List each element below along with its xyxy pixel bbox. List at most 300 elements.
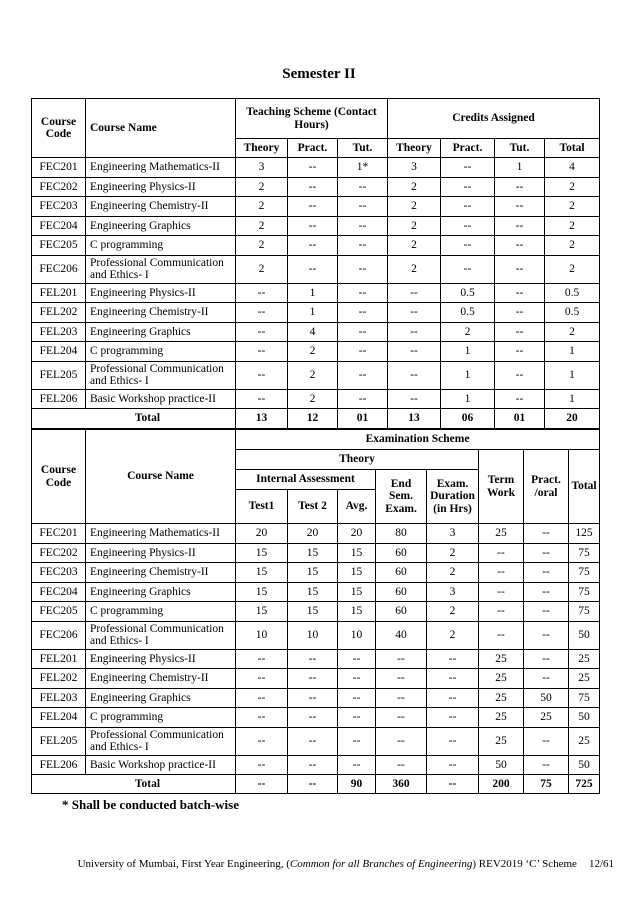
value-cell: -- xyxy=(338,649,376,669)
value-cell: -- xyxy=(427,649,479,669)
value-cell: 25 xyxy=(479,688,524,708)
total-value-cell: 20 xyxy=(545,409,600,429)
value-cell: 25 xyxy=(479,708,524,728)
value-cell: 15 xyxy=(236,543,288,563)
course-name-cell: C programming xyxy=(86,602,236,622)
value-cell: -- xyxy=(427,708,479,728)
value-cell: -- xyxy=(338,322,388,342)
value-cell: -- xyxy=(388,322,441,342)
course-name-cell: Professional Communication and Ethics- I xyxy=(86,727,236,755)
value-cell: 15 xyxy=(288,602,338,622)
value-cell: -- xyxy=(236,649,288,669)
value-cell: 2 xyxy=(236,236,288,256)
value-cell: -- xyxy=(427,669,479,689)
value-cell: -- xyxy=(236,727,288,755)
value-cell: 20 xyxy=(288,524,338,544)
page-title: Semester II xyxy=(282,66,356,82)
total-value-cell: 13 xyxy=(236,409,288,429)
value-cell: 2 xyxy=(388,255,441,283)
value-cell: 2 xyxy=(441,322,495,342)
value-cell: 50 xyxy=(524,688,569,708)
course-code-cell: FEL205 xyxy=(32,361,86,389)
value-cell: 125 xyxy=(569,524,600,544)
value-cell: 2 xyxy=(388,197,441,217)
value-cell: -- xyxy=(376,688,427,708)
course-name-cell: Engineering Physics-II xyxy=(86,177,236,197)
examination-scheme-table xyxy=(31,429,600,794)
batch-note: * Shall be conducted batch-wise xyxy=(62,797,239,812)
course-code-cell: FEC206 xyxy=(32,621,86,649)
course-code-cell: FEC204 xyxy=(32,582,86,602)
value-cell: -- xyxy=(479,602,524,622)
value-cell: -- xyxy=(388,361,441,389)
value-cell: -- xyxy=(524,755,569,775)
total-header: Total xyxy=(569,450,600,524)
value-cell: 15 xyxy=(288,543,338,563)
value-cell: -- xyxy=(441,216,495,236)
value-cell: -- xyxy=(388,283,441,303)
value-cell: 2 xyxy=(545,177,600,197)
value-cell: 1 xyxy=(441,342,495,362)
total-value-cell: 725 xyxy=(569,775,600,794)
value-cell: -- xyxy=(524,543,569,563)
value-cell: 2 xyxy=(545,255,600,283)
value-cell: -- xyxy=(338,216,388,236)
value-cell: 60 xyxy=(376,543,427,563)
course-code-cell: FEC205 xyxy=(32,602,86,622)
value-cell: 2 xyxy=(427,543,479,563)
value-cell: 10 xyxy=(236,621,288,649)
value-cell: 15 xyxy=(338,582,376,602)
value-cell: -- xyxy=(441,255,495,283)
value-cell: 15 xyxy=(236,602,288,622)
internal-assessment-header: Internal Assessment xyxy=(236,470,376,490)
term-work-header: Term Work xyxy=(479,450,524,524)
value-cell: -- xyxy=(524,602,569,622)
page-footer xyxy=(0,858,614,870)
course-code-cell: FEL203 xyxy=(32,688,86,708)
value-cell: -- xyxy=(479,543,524,563)
value-cell: 15 xyxy=(236,563,288,583)
course-code-cell: FEC202 xyxy=(32,177,86,197)
course-name-cell: C programming xyxy=(86,236,236,256)
pract-oral-header: Pract. /oral xyxy=(524,450,569,524)
total-value-cell: -- xyxy=(288,775,338,794)
test2-header: Test 2 xyxy=(288,490,338,524)
table-row xyxy=(32,342,600,362)
value-cell: 60 xyxy=(376,602,427,622)
table-row xyxy=(32,158,600,178)
value-cell: -- xyxy=(388,342,441,362)
value-cell: 25 xyxy=(479,727,524,755)
value-cell: 1* xyxy=(338,158,388,178)
value-cell: 1 xyxy=(545,342,600,362)
course-code-header: Course Code xyxy=(32,99,86,158)
value-cell: -- xyxy=(338,389,388,409)
value-cell: -- xyxy=(236,283,288,303)
total-value-cell: 01 xyxy=(338,409,388,429)
value-cell: -- xyxy=(288,688,338,708)
value-cell: 25 xyxy=(569,669,600,689)
course-name-cell: Basic Workshop practice-II xyxy=(86,755,236,775)
value-cell: 2 xyxy=(427,621,479,649)
course-name-cell: C programming xyxy=(86,708,236,728)
teaching-scheme-table xyxy=(31,98,600,429)
value-cell: 2 xyxy=(236,216,288,236)
course-name-cell: Engineering Chemistry-II xyxy=(86,303,236,323)
examination-scheme-header: Examination Scheme xyxy=(236,430,600,450)
value-cell: 20 xyxy=(338,524,376,544)
page-number: 12/61 xyxy=(588,858,614,870)
value-cell: 1 xyxy=(545,361,600,389)
value-cell: -- xyxy=(524,524,569,544)
table-row xyxy=(32,283,600,303)
table-row xyxy=(32,322,600,342)
value-cell: -- xyxy=(338,669,376,689)
value-cell: -- xyxy=(288,649,338,669)
table-row xyxy=(32,255,600,283)
value-cell: 3 xyxy=(388,158,441,178)
value-cell: 75 xyxy=(569,543,600,563)
exam-duration-header: Exam. Duration (in Hrs) xyxy=(427,470,479,524)
table-row xyxy=(32,755,600,775)
value-cell: 75 xyxy=(569,563,600,583)
value-cell: -- xyxy=(338,303,388,323)
value-cell: -- xyxy=(236,389,288,409)
course-code-cell: FEL202 xyxy=(32,303,86,323)
value-cell: 25 xyxy=(524,708,569,728)
value-cell: -- xyxy=(495,236,545,256)
value-cell: 4 xyxy=(545,158,600,178)
value-cell: 10 xyxy=(338,621,376,649)
value-cell: -- xyxy=(524,563,569,583)
table-row xyxy=(32,524,600,544)
total-label: Total xyxy=(32,409,236,429)
value-cell: -- xyxy=(524,727,569,755)
value-cell: 1 xyxy=(288,303,338,323)
course-name-cell: C programming xyxy=(86,342,236,362)
course-code-cell: FEL205 xyxy=(32,727,86,755)
value-cell: 2 xyxy=(288,361,338,389)
course-code-cell: FEL204 xyxy=(32,342,86,362)
footer-text-prefix: University of Mumbai, First Year Engineering, ( xyxy=(77,858,290,870)
value-cell: 25 xyxy=(479,649,524,669)
table-row xyxy=(32,708,600,728)
value-cell: -- xyxy=(441,177,495,197)
value-cell: 0.5 xyxy=(545,283,600,303)
table-row xyxy=(32,582,600,602)
value-cell: -- xyxy=(288,158,338,178)
value-cell: -- xyxy=(288,236,338,256)
table-row xyxy=(32,197,600,217)
value-cell: -- xyxy=(338,727,376,755)
value-cell: 60 xyxy=(376,582,427,602)
total-value-cell: 13 xyxy=(388,409,441,429)
value-cell: -- xyxy=(288,255,338,283)
table-row xyxy=(32,216,600,236)
value-cell: -- xyxy=(388,389,441,409)
course-name-cell: Professional Communication and Ethics- I xyxy=(86,361,236,389)
value-cell: -- xyxy=(441,158,495,178)
value-cell: 75 xyxy=(569,602,600,622)
value-cell: -- xyxy=(495,197,545,217)
course-name-cell: Engineering Chemistry-II xyxy=(86,563,236,583)
value-cell: 15 xyxy=(338,543,376,563)
value-cell: -- xyxy=(524,582,569,602)
value-cell: -- xyxy=(236,361,288,389)
value-cell: -- xyxy=(376,755,427,775)
value-cell: -- xyxy=(427,727,479,755)
value-cell: -- xyxy=(236,755,288,775)
value-cell: 3 xyxy=(427,524,479,544)
teaching-scheme-header: Teaching Scheme (Contact Hours) xyxy=(236,99,388,139)
credits-assigned-header: Credits Assigned xyxy=(388,99,600,139)
course-name-cell: Engineering Mathematics-II xyxy=(86,524,236,544)
value-cell: -- xyxy=(495,255,545,283)
value-cell: -- xyxy=(495,283,545,303)
value-cell: -- xyxy=(376,708,427,728)
total-value-cell: -- xyxy=(236,775,288,794)
course-name-cell: Engineering Physics-II xyxy=(86,283,236,303)
footer-text-italic: Common for all Branches of Engineering xyxy=(289,858,473,870)
value-cell: -- xyxy=(236,322,288,342)
avg-header: Avg. xyxy=(338,490,376,524)
course-code-header: Course Code xyxy=(32,430,86,524)
total-value-cell: 360 xyxy=(376,775,427,794)
value-cell: 25 xyxy=(569,727,600,755)
value-cell: 25 xyxy=(479,669,524,689)
value-cell: -- xyxy=(524,621,569,649)
value-cell: -- xyxy=(338,361,388,389)
value-cell: -- xyxy=(338,755,376,775)
course-code-cell: FEC204 xyxy=(32,216,86,236)
value-cell: 50 xyxy=(479,755,524,775)
value-cell: 2 xyxy=(388,236,441,256)
course-code-cell: FEC202 xyxy=(32,543,86,563)
table-row xyxy=(32,236,600,256)
value-cell: -- xyxy=(236,669,288,689)
column-header-theory: Theory xyxy=(388,139,441,158)
value-cell: -- xyxy=(376,649,427,669)
value-cell: -- xyxy=(495,303,545,323)
value-cell: -- xyxy=(236,688,288,708)
column-header-total: Total xyxy=(545,139,600,158)
value-cell: -- xyxy=(441,236,495,256)
column-header-pract: Pract. xyxy=(441,139,495,158)
value-cell: -- xyxy=(236,342,288,362)
value-cell: -- xyxy=(479,563,524,583)
value-cell: -- xyxy=(495,322,545,342)
course-code-cell: FEC201 xyxy=(32,158,86,178)
value-cell: -- xyxy=(236,708,288,728)
value-cell: -- xyxy=(288,708,338,728)
value-cell: -- xyxy=(479,582,524,602)
value-cell: -- xyxy=(288,216,338,236)
value-cell: -- xyxy=(288,669,338,689)
value-cell: 15 xyxy=(236,582,288,602)
value-cell: -- xyxy=(338,255,388,283)
column-header-tut: Tut. xyxy=(338,139,388,158)
value-cell: 2 xyxy=(427,563,479,583)
course-name-cell: Engineering Chemistry-II xyxy=(86,197,236,217)
value-cell: 2 xyxy=(236,177,288,197)
course-code-cell: FEC205 xyxy=(32,236,86,256)
value-cell: 15 xyxy=(288,563,338,583)
total-label: Total xyxy=(32,775,236,794)
course-code-cell: FEL201 xyxy=(32,649,86,669)
course-code-cell: FEL201 xyxy=(32,283,86,303)
total-value-cell: 200 xyxy=(479,775,524,794)
value-cell: -- xyxy=(495,177,545,197)
course-name-cell: Engineering Physics-II xyxy=(86,649,236,669)
value-cell: 50 xyxy=(569,755,600,775)
value-cell: -- xyxy=(338,177,388,197)
value-cell: -- xyxy=(338,197,388,217)
footer-text-suffix: ) REV2019 ‘C’ Scheme xyxy=(472,858,577,870)
value-cell: -- xyxy=(288,177,338,197)
value-cell: 10 xyxy=(288,621,338,649)
course-code-cell: FEL204 xyxy=(32,708,86,728)
total-value-cell: 12 xyxy=(288,409,338,429)
column-header-theory: Theory xyxy=(236,139,288,158)
value-cell: -- xyxy=(495,342,545,362)
course-code-cell: FEL202 xyxy=(32,669,86,689)
course-code-cell: FEL203 xyxy=(32,322,86,342)
total-value-cell: 01 xyxy=(495,409,545,429)
total-value-cell: 75 xyxy=(524,775,569,794)
value-cell: -- xyxy=(427,688,479,708)
value-cell: 1 xyxy=(288,283,338,303)
value-cell: 2 xyxy=(545,236,600,256)
course-name-header: Course Name xyxy=(86,99,236,158)
course-name-header: Course Name xyxy=(86,430,236,524)
end-sem-exam-header: End Sem. Exam. xyxy=(376,470,427,524)
course-name-cell: Engineering Graphics xyxy=(86,216,236,236)
total-value-cell: 90 xyxy=(338,775,376,794)
value-cell: 0.5 xyxy=(441,303,495,323)
total-row xyxy=(32,409,600,429)
course-name-cell: Engineering Mathematics-II xyxy=(86,158,236,178)
value-cell: -- xyxy=(338,283,388,303)
value-cell: 1 xyxy=(441,389,495,409)
course-name-cell: Professional Communication and Ethics- I xyxy=(86,621,236,649)
value-cell: 2 xyxy=(288,389,338,409)
value-cell: -- xyxy=(495,361,545,389)
value-cell: 1 xyxy=(545,389,600,409)
value-cell: -- xyxy=(338,708,376,728)
table-row xyxy=(32,543,600,563)
value-cell: -- xyxy=(236,303,288,323)
value-cell: 4 xyxy=(288,322,338,342)
value-cell: 50 xyxy=(569,708,600,728)
value-cell: 2 xyxy=(388,177,441,197)
table-row xyxy=(32,303,600,323)
value-cell: -- xyxy=(495,389,545,409)
value-cell: 75 xyxy=(569,688,600,708)
value-cell: 15 xyxy=(338,602,376,622)
table-row xyxy=(32,361,600,389)
course-name-cell: Engineering Physics-II xyxy=(86,543,236,563)
total-value-cell: -- xyxy=(427,775,479,794)
course-code-cell: FEL206 xyxy=(32,755,86,775)
total-row xyxy=(32,775,600,794)
value-cell: 2 xyxy=(545,322,600,342)
value-cell: 3 xyxy=(427,582,479,602)
value-cell: 60 xyxy=(376,563,427,583)
value-cell: -- xyxy=(376,727,427,755)
course-code-cell: FEC206 xyxy=(32,255,86,283)
course-name-cell: Engineering Graphics xyxy=(86,322,236,342)
value-cell: -- xyxy=(524,669,569,689)
course-name-cell: Engineering Chemistry-II xyxy=(86,669,236,689)
course-name-cell: Engineering Graphics xyxy=(86,582,236,602)
value-cell: 2 xyxy=(545,197,600,217)
course-code-cell: FEC203 xyxy=(32,197,86,217)
course-name-cell: Basic Workshop practice-II xyxy=(86,389,236,409)
value-cell: 50 xyxy=(569,621,600,649)
value-cell: 75 xyxy=(569,582,600,602)
value-cell: 1 xyxy=(441,361,495,389)
value-cell: 15 xyxy=(288,582,338,602)
value-cell: -- xyxy=(338,688,376,708)
value-cell: 0.5 xyxy=(441,283,495,303)
value-cell: 25 xyxy=(479,524,524,544)
value-cell: -- xyxy=(338,342,388,362)
value-cell: -- xyxy=(524,649,569,669)
value-cell: 2 xyxy=(236,197,288,217)
value-cell: -- xyxy=(338,236,388,256)
value-cell: -- xyxy=(495,216,545,236)
total-value-cell: 06 xyxy=(441,409,495,429)
value-cell: -- xyxy=(441,197,495,217)
course-code-cell: FEC203 xyxy=(32,563,86,583)
value-cell: 40 xyxy=(376,621,427,649)
course-code-cell: FEC201 xyxy=(32,524,86,544)
value-cell: 2 xyxy=(545,216,600,236)
table-row xyxy=(32,621,600,649)
table-row xyxy=(32,649,600,669)
value-cell: -- xyxy=(288,197,338,217)
course-name-cell: Engineering Graphics xyxy=(86,688,236,708)
value-cell: 25 xyxy=(569,649,600,669)
theory-header: Theory xyxy=(236,450,479,470)
value-cell: 2 xyxy=(427,602,479,622)
column-header-pract: Pract. xyxy=(288,139,338,158)
value-cell: 80 xyxy=(376,524,427,544)
value-cell: -- xyxy=(288,727,338,755)
value-cell: -- xyxy=(288,755,338,775)
value-cell: 0.5 xyxy=(545,303,600,323)
course-name-cell: Professional Communication and Ethics- I xyxy=(86,255,236,283)
value-cell: -- xyxy=(479,621,524,649)
value-cell: -- xyxy=(376,669,427,689)
value-cell: 2 xyxy=(288,342,338,362)
value-cell: -- xyxy=(388,303,441,323)
test1-header: Test1 xyxy=(236,490,288,524)
table-row xyxy=(32,602,600,622)
value-cell: 1 xyxy=(495,158,545,178)
column-header-tut: Tut. xyxy=(495,139,545,158)
value-cell: 20 xyxy=(236,524,288,544)
table-row xyxy=(32,688,600,708)
table-row xyxy=(32,563,600,583)
table-row xyxy=(32,177,600,197)
value-cell: 3 xyxy=(236,158,288,178)
table-row xyxy=(32,669,600,689)
value-cell: -- xyxy=(427,755,479,775)
value-cell: 2 xyxy=(388,216,441,236)
value-cell: 2 xyxy=(236,255,288,283)
